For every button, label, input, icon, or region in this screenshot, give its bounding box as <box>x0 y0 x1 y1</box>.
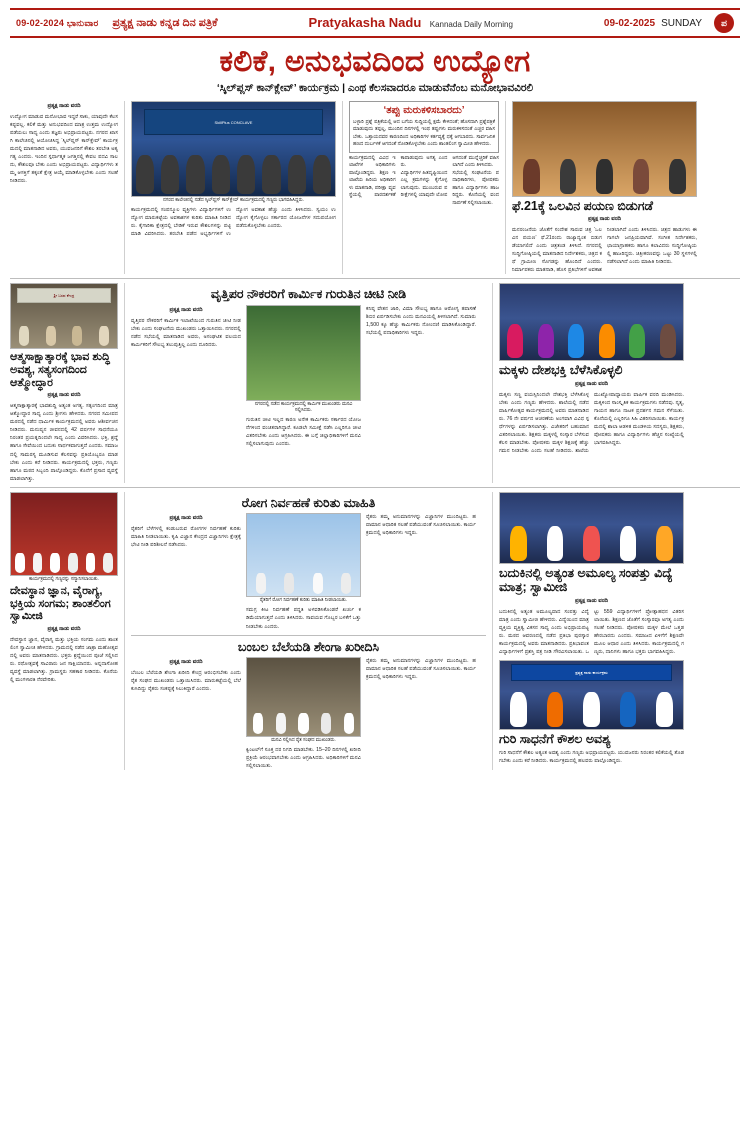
spiritual-story-column <box>10 283 118 483</box>
lead-photo <box>131 101 336 197</box>
masthead-right <box>604 13 734 33</box>
groundnut-photo-caption: ಮನವಿ ಸಲ್ಲಿಸಿದ ರೈತ ಸಂಘದ ಮುಖಂಡರು. <box>271 737 336 743</box>
masthead-kannada-title: ಪ್ರತ್ಯಕ್ಷ ನಾಡು ಕನ್ನಡ ದಿನ ಪತ್ರಿಕೆ <box>112 16 218 29</box>
skill-event-banner: ಪ್ರತ್ಯಕ್ಷ ನಾಡು ಕಾರ್ಯಕ್ರಮ <box>511 664 672 681</box>
spiritual-photo-people <box>11 326 117 348</box>
labour-col3: ಕನಿಷ್ಠ ವೇತನ ಜಾರಿ, ವಿಮಾ ಸೌಲಭ್ಯ ಹಾಗೂ ಆರೋಗ್ಯ ತಪಾಸಣೆ ಶಿಬಿರ ಏರ್ಪಡಿಸಬೇಕು ಎಂದು ಮನವಿಯಲ್ಲಿ ತಿಳಿಸಲಾಗಿದೆ. ಸುಮಾರು 1,500 ಕ್ಕೂ ಹೆಚ್ಚು ಕಾರ್ಮಿಕರು ನೋಂದಣಿ ಮಾಡಿಸಿಕೊಂಡಿದ್ದಾರೆ. ಸಭೆಯಲ್ಲಿ ಪದಾಧಿಕಾರಿಗಳು ಇದ್ದರು. <box>366 305 476 336</box>
lead-story-text: ಉದ್ಯೋಗ ಮಾಡುವ ಮನೋಭಾವ ಇದ್ದರೆ ಸಾಕು, ಯಾವುದೇ ಕೆಲಸ ಕಷ್ಟವಲ್ಲ. ಕಲಿಕೆ ಮತ್ತು ಅನುಭವದಿಂದ ಮಾತ್ರ ಉತ್ತಮ ಉದ್ಯೋಗ ಪಡೆಯಲು ಸಾಧ್ಯ ಎಂದು ತಜ್ಞರು ಅಭಿಪ್ರಾಯಪಟ್ಟರು. ನಗರದ ಖಾಸಗಿ ಕಾಲೇಜಿನಲ್ಲಿ ಆಯೋಜಿಸಿದ್ದ ‘ಸ್ಕಿಲ್‌ಪ್ಲಸ್ ಕಾನ್‌ಕ್ಲೇವ್’ ಕಾರ್ಯಕ್ರಮದಲ್ಲಿ ಮಾತನಾಡಿದ ಅವರು, ಯುವಜನರಿಗೆ ಕೌಶಲ ತರಬೇತಿ ಅತ್ಯಗತ್ಯ ಎಂದರು. ಇಂದಿನ ಸ್ಪರ್ಧಾತ್ಮಕ ಜಗತ್ತಿನಲ್ಲಿ ಕೇವಲ ಪದವಿ ಸಾಲದು, ಕೌಶಲವೂ ಬೇಕು ಎಂದು ಅಭಿಪ್ರಾಯಪಟ್ಟರು. ವಿದ್ಯಾರ್ಥಿಗಳು ತಮ್ಮ ಆಸಕ್ತಿಗೆ ತಕ್ಕಂತೆ ಕ್ಷೇತ್ರ ಆಯ್ಕೆ ಮಾಡಿಕೊಳ್ಳಬೇಕು ಎಂದು ಸಲಹೆ ನೀಡಿದರು. <box>10 113 118 184</box>
right-top-headline: ಫೆ.21ಕ್ಕೆ ಒಲವಿನ ಪಯಣ ಬಿಡುಗಡೆ <box>512 198 653 213</box>
right-top-dateline: ಪ್ರತ್ಯಕ್ಷ ನಾಡು ವರದಿ <box>587 215 622 222</box>
column-divider-3 <box>505 101 506 275</box>
lead-photo-column <box>131 101 336 238</box>
award-ceremony-photo <box>499 492 684 564</box>
patriotism-dateline: ಪ್ರತ್ಯಕ್ಷ ನಾಡು ವರದಿ <box>574 380 609 387</box>
lead-dateline: ಪ್ರತ್ಯಕ್ಷ ನಾಡು ವರದಿ <box>47 102 81 109</box>
middle-section <box>10 283 740 483</box>
masthead-left-date: 09-02-2024 ಭಾನುವಾರ <box>16 17 99 28</box>
labour-col1: ವೃತ್ತಿಪರ ನೌಕರರಿಗೆ ಕಾರ್ಮಿಕ ಇಲಾಖೆಯಿಂದ ಗುರುತಿನ ಚೀಟಿ ನೀಡಬೇಕು ಎಂದು ಸಂಘಟನೆಯ ಮುಖಂಡರು ಒತ್ತಾಯಿಸಿದರು. ನಗರದಲ್ಲಿ ನಡೆದ ಸಭೆಯಲ್ಲಿ ಮಾತನಾಡಿದ ಅವರು, ಅಸಂಘಟಿತ ವಲಯದ ಕಾರ್ಮಿಕರಿಗೆ ಸೌಲಭ್ಯ ತಲುಪುತ್ತಿಲ್ಲ ಎಂದು ದೂರಿದರು. <box>131 317 241 348</box>
right-top-text: ಮನರಂಜನೆಯ ಜೊತೆಗೆ ಸಂದೇಶ ಸಾರುವ ಚಿತ್ರ ‘ಒಲವಿನ ಪಯಣ’ ಫೆ.21ರಂದು ರಾಜ್ಯಾದ್ಯಂತ ಬಿಡುಗಡೆಯಾಗಲಿದೆ ಎಂದು ಚಿತ್ರತಂಡ ತಿಳಿಸಿದೆ. ನಗರದಲ್ಲಿ ಸುದ್ದಿಗೋಷ್ಠಿಯಲ್ಲಿ ಮಾತನಾಡಿದ ನಿರ್ದೇಶಕರು, ಚಿತ್ರದ ಕಥೆ ಗ್ರಾಮೀಣ ಸೊಗಡನ್ನು ಹೊಂದಿದೆ ಎಂದರು. ನಿರ್ಮಾಪಕರು ಮಾತನಾಡಿ, ಹೊಸ ಪ್ರತಿಭೆಗಳಿಗೆ ಅವಕಾಶ ನೀಡಲಾಗಿದೆ ಎಂದು ತಿಳಿಸಿದರು. ಚಿತ್ರದ ಹಾಡುಗಳು ಈಗಾಗಲೇ ಜನಪ್ರಿಯವಾಗಿವೆ. ಸಂಗೀತ ನಿರ್ದೇಶಕರು, ಛಾಯಾಗ್ರಾಹಕರು ಹಾಗೂ ಕಲಾವಿದರು ಸುದ್ದಿಗೋಷ್ಠಿಯಲ್ಲಿ ಹಾಜರಿದ್ದರು. ಚಿತ್ರೀಕರಣವನ್ನು ಒಟ್ಟು 30 ಸ್ಥಳಗಳಲ್ಲಿ ನಡೆಸಲಾಗಿದೆ ಎಂದು ಮಾಹಿತಿ ನೀಡಿದರು. <box>512 226 697 274</box>
labour-photo <box>246 305 361 401</box>
temple-event-photo <box>10 492 118 576</box>
column-divider-2 <box>342 101 343 275</box>
section-rule-2 <box>10 487 740 488</box>
masthead-right-date: 09-02-2025 <box>603 17 656 29</box>
masthead-day: SUNDAY <box>661 17 702 29</box>
boxed-story-col1: ಕಾರ್ಯಕ್ರಮದಲ್ಲಿ ವಿವಿಧ ಇಲಾಖೆಗಳ ಅಧಿಕಾರಿಗಳು ಪಾಲ್ಗೊಂಡಿದ್ದರು. ಶಿಕ್ಷಣ ಇಲಾಖೆಯ ಹಿರಿಯ ಅಧಿಕಾರಿಗಳು ಮಾತನಾಡಿ, ಪರೀಕ್ಷಾ ವ್ಯವಸ್ಥೆಯಲ್ಲಿ ಪಾರದರ್ಶಕತೆ ಕಾಪಾಡುವುದು ಅಗತ್ಯ ಎಂದರು. <box>349 154 448 198</box>
education-headline: ಬದುಕಿನಲ್ಲಿ ಅತ್ಯಂತ ಅಮೂಲ್ಯ ಸಂಪತ್ತು ವಿದ್ಯೆ ಮಾತ್ರ; ಸ್ವಾಮೀಜಿ <box>499 565 673 595</box>
photo-audience <box>132 155 335 195</box>
section-rule-1 <box>10 278 740 279</box>
labour-col2: ಗುರುತಿನ ಚೀಟಿ ಇಲ್ಲದ ಕಾರಣ ಅನೇಕ ಕಾರ್ಮಿಕರು ಸರ್ಕಾರದ ಯೋಜನೆಗಳಿಂದ ವಂಚಿತರಾಗಿದ್ದಾರೆ. ಕೂಡಲೇ ಸಮೀಕ್ಷೆ ನಡೆಸಿ ಎಲ್ಲರಿಗೂ ಚೀಟಿ ವಿತರಿಸಬೇಕು ಎಂದು ಆಗ್ರಹಿಸಿದರು. ಈ ಬಗ್ಗೆ ಜಿಲ್ಲಾಧಿಕಾರಿಗಳಿಗೆ ಮನವಿ ಸಲ್ಲಿಸಲಾಗುವುದು ಎಂದರು. <box>246 417 361 448</box>
lead-story-column <box>10 101 118 186</box>
spiritual-dateline: ಪ್ರತ್ಯಕ್ಷ ನಾಡು ವರದಿ <box>47 392 81 399</box>
masthead-english-title: Pratyakasha Nadu <box>308 15 422 30</box>
groundnut-col3: ರೈತರು ತಮ್ಮ ಅನುಮಾನಗಳನ್ನು ವಿಜ್ಞಾನಿಗಳ ಮುಂದಿಟ್ಟರು. ಹವಾಮಾನ ಆಧಾರಿತ ಸಲಹೆ ಪಡೆಯುವಂತೆ ಸೂಚಿಸಲಾಯಿತು. ಕಾರ್ಯಕ್ರಮದಲ್ಲಿ ಅಧಿಕಾರಿಗಳು ಇದ್ದರು. <box>366 657 476 681</box>
column-divider-6 <box>124 492 125 771</box>
lead-headline: ಕಲಿಕೆ, ಅನುಭವದಿಂದ ಉದ್ಯೋಗ <box>219 45 531 78</box>
boxed-story-column <box>349 101 499 208</box>
groundnut-headline: ಬಂಬಲ ಬೆಲೆಯಡಿ ಶೇಂಗಾ ಖರೀದಿಸಿ <box>237 639 380 654</box>
conclave-banner: SkillPlus CONCLAVE <box>144 109 323 135</box>
temple-story-column <box>10 492 118 685</box>
disease-dateline: ಪ್ರತ್ಯಕ್ಷ ನಾಡು ವರದಿ <box>169 515 203 522</box>
disease-col3: ರೈತರು ತಮ್ಮ ಅನುಮಾನಗಳನ್ನು ವಿಜ್ಞಾನಿಗಳ ಮುಂದಿಟ್ಟರು. ಹವಾಮಾನ ಆಧಾರಿತ ಸಲಹೆ ಪಡೆಯುವಂತೆ ಸೂಚಿಸಲಾಯಿತು. ಕಾರ್ಯಕ್ರಮದಲ್ಲಿ ಅಧಿಕಾರಿಗಳು ಇದ್ದರು. <box>366 514 476 537</box>
education-text: ಬದುಕಿನಲ್ಲಿ ಅತ್ಯಂತ ಅಮೂಲ್ಯವಾದ ಸಂಪತ್ತು ವಿದ್ಯೆ ಮಾತ್ರ ಎಂದು ಸ್ವಾಮೀಜಿ ಹೇಳಿದರು. ವಿದ್ಯೆಯಿಂದ ಮಾತ್ರ ವ್ಯಕ್ತಿಯ ವ್ಯಕ್ತಿತ್ವ ವಿಕಸನ ಸಾಧ್ಯ ಎಂದು ಅಭಿಪ್ರಾಯಪಟ್ಟರು. ಮಠದ ಆವರಣದಲ್ಲಿ ನಡೆದ ಪ್ರತಿಭಾ ಪುರಸ್ಕಾರ ಕಾರ್ಯಕ್ರಮದಲ್ಲಿ ಅವರು ಮಾತನಾಡಿದರು. ಪ್ರತಿಭಾವಂತ ವಿದ್ಯಾರ್ಥಿಗಳಿಗೆ ಪ್ರಶಸ್ತಿ ಪತ್ರ ನೀಡಿ ಗೌರವಿಸಲಾಯಿತು. ಒಟ್ಟು 559 ವಿದ್ಯಾರ್ಥಿಗಳಿಗೆ ಪ್ರೋತ್ಸಾಹಧನ ವಿತರಿಸಲಾಯಿತು. ಶಿಕ್ಷಣದ ಜೊತೆಗೆ ಸಂಸ್ಕಾರವೂ ಅಗತ್ಯ ಎಂದು ಸಲಹೆ ನೀಡಿದರು. ಪೋಷಕರು ಮಕ್ಕಳ ಮೇಲೆ ಒತ್ತಡ ಹೇರಬಾರದು ಎಂದರು. ಸಮಾಜದ ಏಳಿಗೆಗೆ ಶಿಕ್ಷಣವೇ ಮೂಲ ಆಧಾರ ಎಂದು ತಿಳಿಸಿದರು. ಕಾರ್ಯಕ್ರಮದಲ್ಲಿ ಗಣ್ಯರು, ದಾನಿಗಳು ಹಾಗೂ ಭಕ್ತರು ಭಾಗವಹಿಸಿದ್ದರು. <box>499 608 684 655</box>
masthead-english-subtitle: Kannada Daily Morning <box>429 20 513 29</box>
lower-section <box>10 492 740 771</box>
labour-dateline: ಪ್ರತ್ಯಕ್ಷ ನಾಡು ವರದಿ <box>169 306 203 313</box>
section-rule-3 <box>131 635 486 636</box>
boxed-story-col3: ಸಭೆಯಲ್ಲಿ ಸಂಘಟನೆಯ ಪದಾಧಿಕಾರಿಗಳು, ಪೋಷಕರು ಹಾಗೂ ವಿದ್ಯಾರ್ಥಿಗಳು ಹಾಜರಿದ್ದರು. ಕೊನೆಯಲ್ಲಿ ವಂದನಾರ್ಪಣೆ ಸಲ್ಲಿಸಲಾಯಿತು. <box>452 169 499 206</box>
temple-photo-caption: ಕಾರ್ಯಕ್ರಮದಲ್ಲಿ ಗಣ್ಯರನ್ನು ಸನ್ಮಾನಿಸಲಾಯಿತು. <box>29 576 99 582</box>
patriotism-story-column <box>499 283 684 455</box>
school-event-photo <box>499 283 684 361</box>
groundnut-col2: ಕ್ವಿಂಟಲ್‌ಗೆ ಸೂಕ್ತ ದರ ನಿಗದಿ ಮಾಡಬೇಕು. 15–20 ದಿನಗಳಲ್ಲಿ ಖರೀದಿ ಪ್ರಕ್ರಿಯೆ ಆರಂಭವಾಗಬೇಕು ಎಂದು ಆಗ್ರಹಿಸಿದರು. ಅಧಿಕಾರಿಗಳಿಗೆ ಮನವಿ ಸಲ್ಲಿಸಲಾಯಿತು. <box>246 747 361 770</box>
disease-col1: ರೈತರಿಗೆ ಬೆಳೆಗಳಲ್ಲಿ ಕಂಡುಬರುವ ರೋಗಗಳ ನಿರ್ವಹಣೆ ಕುರಿತು ಮಾಹಿತಿ ನೀಡಲಾಯಿತು. ಕೃಷಿ ವಿಜ್ಞಾನ ಕೇಂದ್ರದ ವಿಜ್ಞಾನಿಗಳು ಕ್ಷೇತ್ರಕ್ಕೆ ಭೇಟಿ ನೀಡಿ ಪರಿಶೀಲನೆ ನಡೆಸಿದರು. <box>131 526 241 549</box>
disease-photo-caption: ರೈತರಿಗೆ ರೋಗ ನಿರ್ವಹಣೆ ಕುರಿತು ಮಾಹಿತಿ ನೀಡಲಾಯಿತು. <box>259 598 348 604</box>
lead-photo-caption: ನಗರದ ಕಾಲೇಜಿನಲ್ಲಿ ನಡೆದ ಸ್ಕಿಲ್‌ಪ್ಲಸ್ ಕಾನ್‌ಕ್ಲೇವ್ ಕಾರ್ಯಕ್ರಮದಲ್ಲಿ ಗಣ್ಯರು ಭಾಗವಹಿಸಿದ್ದರು. <box>163 197 304 203</box>
temple-text: ದೇವಸ್ಥಾನ ಜ್ಞಾನ, ವೈರಾಗ್ಯ ಮತ್ತು ಭಕ್ತಿಯ ಸಂಗಮ ಎಂದು ಶಾಂತಲಿಂಗ ಸ್ವಾಮೀಜಿ ಹೇಳಿದರು. ಗ್ರಾಮದಲ್ಲಿ ನಡೆದ ಜಾತ್ರಾ ಮಹೋತ್ಸವದಲ್ಲಿ ಅವರು ಮಾತನಾಡಿದರು. ಭಕ್ತರು ಶ್ರದ್ಧೆಯಿಂದ ಪೂಜೆ ಸಲ್ಲಿಸಿದರು. ರಥೋತ್ಸವಕ್ಕೆ ಸಾವಿರಾರು ಜನ ಸಾಕ್ಷಿಯಾದರು. ಅನ್ನದಾಸೋಹ ವ್ಯವಸ್ಥೆ ಮಾಡಲಾಗಿತ್ತು. ಗ್ರಾಮಸ್ಥರು ಸಹಕಾರ ನೀಡಿದರು. ಕೊನೆಯಲ್ಲಿ ಮಂಗಳಾರತಿ ನೆರವೇರಿತು. <box>10 636 118 684</box>
education-dateline: ಪ್ರತ್ಯಕ್ಷ ನಾಡು ವರದಿ <box>574 597 609 604</box>
labour-photo-caption: ನಗರದಲ್ಲಿ ನಡೆದ ಕಾರ್ಯಕ್ರಮದಲ್ಲಿ ಕಾರ್ಮಿಕ ಮುಖಂಡರು ಮನವಿ ಸಲ್ಲಿಸಿದರು. <box>254 401 353 413</box>
temple-dateline: ಪ್ರತ್ಯಕ್ಷ ನಾಡು ವರದಿ <box>47 625 81 632</box>
patriotism-headline: ಮಕ್ಕಳು ದೇಶಭಕ್ತಿ ಬೆಳೆಸಿಕೊಳ್ಳಲಿ <box>499 363 623 378</box>
boxed-story <box>349 101 499 153</box>
temple-headline: ದೇವಸ್ಥಾನ ಜ್ಞಾನ, ವೈರಾಗ್ಯ, ಭಕ್ತಿಯ ಸಂಗಮ; ಶಾಂತಲಿಂಗ ಸ್ವಾಮೀಜಿ <box>10 585 111 623</box>
top-section <box>10 101 740 275</box>
column-divider-5 <box>492 283 493 483</box>
movie-photo-people <box>513 159 696 196</box>
column-divider-4 <box>124 283 125 483</box>
right-top-column <box>512 101 697 275</box>
school-photo-people <box>500 324 683 361</box>
temple-photo-people <box>11 553 117 575</box>
boxed-story-title: ‘ತಪ್ಪು ಮರುಕಳಿಸಬಾರದು’ <box>383 104 465 116</box>
education-column <box>499 492 684 766</box>
labour-story-column <box>131 283 486 448</box>
masthead-center <box>218 14 604 32</box>
lead-secondary-text: ಕಾರ್ಯಕ್ರಮದಲ್ಲಿ ಸಂಪನ್ಮೂಲ ವ್ಯಕ್ತಿಗಳು ವಿದ್ಯಾರ್ಥಿಗಳಿಗೆ ಉದ್ಯೋಗ ಮಾರುಕಟ್ಟೆಯ ಅವಕಾಶಗಳ ಕುರಿತು ಮಾಹಿತಿ ನೀಡಿದರು. ಕೈಗಾರಿಕಾ ಕ್ಷೇತ್ರದಲ್ಲಿ ಬೇಡಿಕೆ ಇರುವ ಕೌಶಲಗಳನ್ನು ಪಟ್ಟಿ ಮಾಡಿ ವಿವರಿಸಿದರು. ತರಬೇತಿ ಪಡೆದ ಅಭ್ಯರ್ಥಿಗಳಿಗೆ ಉದ್ಯೋಗ ಅವಕಾಶ ಹೆಚ್ಚು ಎಂದು ತಿಳಿಸಿದರು. ಸ್ವಯಂ ಉದ್ಯೋಗ ಕೈಗೊಳ್ಳಲು ಸರ್ಕಾರದ ಯೋಜನೆಗಳ ಸದುಪಯೋಗ ಪಡೆದುಕೊಳ್ಳಬೇಕು ಎಂದರು. <box>131 206 336 237</box>
skill-text: ಗುರಿ ಸಾಧನೆಗೆ ಕೌಶಲ ಅತ್ಯಂತ ಅವಶ್ಯ ಎಂದು ಗಣ್ಯರು ಅಭಿಪ್ರಾಯಪಟ್ಟರು. ಯುವಜನರು ನಿರಂತರ ಕಲಿಕೆಯಲ್ಲಿ ತೊಡಗಬೇಕು ಎಂದು ಕರೆ ನೀಡಿದರು. ಕಾರ್ಯಕ್ರಮದಲ್ಲಿ ಹಲವರು ಪಾಲ್ಗೊಂಡಿದ್ದರು. <box>499 750 684 765</box>
disease-photo-people <box>247 573 360 596</box>
groundnut-photo <box>246 657 361 737</box>
disease-col2: ಸಮಗ್ರ ಕೀಟ ನಿರ್ವಹಣೆ ಪದ್ಧತಿ ಅಳವಡಿಸಿಕೊಂಡರೆ ಖರ್ಚು ಕಡಿಮೆಯಾಗುತ್ತದೆ ಎಂದು ತಿಳಿಸಿದರು. ಸಾವಯವ ಗೊಬ್ಬರ ಬಳಕೆಗೆ ಒತ್ತು ನೀಡಬೇಕು ಎಂದರು. <box>246 607 361 630</box>
column-divider <box>124 101 125 275</box>
boxed-story-lead: ಬಳ್ಳಾರಿ ಪ್ರಶ್ನೆ ಪತ್ರಿಕೆಯಲ್ಲಿ ಆದ ಬಗೆಯ ಸುದ್ದಿಯಲ್ಲಿ ಕ್ಷಮೆ ಕೇಳಿದಂತೆ; ಹೊಸದಾಗಿ ಪ್ರಶ್ನೆಪತ್ರಿಕೆ ಮಾಡುವುದು ತಪ್ಪಲ್ಲ, ಮುಂದಿನ ದಿನಗಳಲ್ಲಿ ಇಂಥ ತಪ್ಪುಗಳು ಮರುಕಳಿಸದಂತೆ ಎಚ್ಚರ ವಹಿಸಬೇಕು. ಒತ್ತಾಯದವರ ಕಾರಣದಿಂದ ಅಧಿಕಾರಿಗಳ ಕರ್ತವ್ಯಕ್ಕೆ ಧಕ್ಕೆ ಆಗಬಾರದು. ಸಾರ್ವಜನಿಕ ಹಣದ ದುರ್ಬಳಕೆ ಆಗದಂತೆ ನೋಡಿಕೊಳ್ಳಬೇಕು ಎಂದು ಶಾಂತಲಿಂಗ ಸ್ವಾಮೀಜಿ ಹೇಳಿದರು. <box>353 118 495 147</box>
groundnut-photo-people <box>247 713 360 736</box>
publication-logo-icon: ಪ <box>714 13 734 33</box>
boxed-story-col2: ವಿದ್ಯಾರ್ಥಿಗಳ ಹಿತದೃಷ್ಟಿಯಿಂದ ಎಲ್ಲ ಕ್ರಮಗಳನ್ನು ಕೈಗೊಳ್ಳಲಾಗುವುದು. ಮುಂಬರುವ ಪರೀಕ್ಷೆಗಳಲ್ಲಿ ಯಾವುದೇ ಲೋಪ ಆಗದಂತೆ ಮುನ್ನೆಚ್ಚರಿಕೆ ವಹಿಸಲಾಗಿದೆ ಎಂದು ತಿಳಿಸಿದರು. <box>400 154 499 198</box>
agriculture-column <box>131 492 486 771</box>
masthead <box>10 8 740 38</box>
patriotism-text: ಮಕ್ಕಳು ಸಣ್ಣ ವಯಸ್ಸಿನಿಂದಲೇ ದೇಶಭಕ್ತಿ ಬೆಳೆಸಿಕೊಳ್ಳಬೇಕು ಎಂದು ಗಣ್ಯರು ಹೇಳಿದರು. ಶಾಲೆಯಲ್ಲಿ ನಡೆದ ವಾರ್ಷಿಕೋತ್ಸವ ಕಾರ್ಯಕ್ರಮದಲ್ಲಿ ಅವರು ಮಾತನಾಡಿದರು. 76 ನೇ ವರ್ಷದ ಆಚರಣೆಯ ಅಂಗವಾಗಿ ವಿವಿಧ ಸ್ಪರ್ಧೆಗಳನ್ನು ಏರ್ಪಡಿಸಲಾಗಿತ್ತು. ವಿಜೇತರಿಗೆ ಬಹುಮಾನ ವಿತರಿಸಲಾಯಿತು. ಶಿಕ್ಷಕರು ಮಕ್ಕಳಲ್ಲಿ ಸಂಸ್ಕಾರ ಬೆಳೆಸುವ ಕೆಲಸ ಮಾಡಬೇಕು. ಪೋಷಕರು ಮಕ್ಕಳ ಶಿಕ್ಷಣಕ್ಕೆ ಹೆಚ್ಚು ಗಮನ ನೀಡಬೇಕು ಎಂದು ಸಲಹೆ ನೀಡಿದರು. ಶಾಲೆಯ ಮುಖ್ಯೋಪಾಧ್ಯಾಯರು ವಾರ್ಷಿಕ ವರದಿ ಮಂಡಿಸಿದರು. ಮಕ್ಕಳಿಂದ ಸಾಂಸ್ಕೃತಿಕ ಕಾರ್ಯಕ್ರಮಗಳು ನಡೆದವು. ನೃತ್ಯ, ಗಾಯನ ಹಾಗೂ ನಾಟಕ ಪ್ರದರ್ಶನ ಗಮನ ಸೆಳೆಯಿತು. ಕೊನೆಯಲ್ಲಿ ಎಲ್ಲರಿಗೂ ಸಿಹಿ ವಿತರಿಸಲಾಯಿತು. ಕಾರ್ಯಕ್ರಮದಲ್ಲಿ ಶಾಲಾ ಆಡಳಿತ ಮಂಡಳಿಯ ಸದಸ್ಯರು, ಶಿಕ್ಷಕರು, ಪೋಷಕರು ಹಾಗೂ ವಿದ್ಯಾರ್ಥಿಗಳು ಹೆಚ್ಚಿನ ಸಂಖ್ಯೆಯಲ್ಲಿ ಭಾಗವಹಿಸಿದ್ದರು. <box>499 391 684 455</box>
award-photo-people <box>500 526 683 563</box>
skill-photo-people <box>500 692 683 729</box>
disease-headline: ರೋಗ ನಿರ್ವಹಣೆ ಕುರಿತು ಮಾಹಿತಿ <box>241 495 376 510</box>
spiritual-photo: ಶ್ರೀ ಬಸವ ಕೇಂದ್ರ <box>10 283 118 349</box>
column-divider-7 <box>492 492 493 771</box>
labour-headline: ವೃತ್ತಿಪರ ನೌಕರರಿಗೆ ಕಾರ್ಮಿಕ ಗುರುತಿನ ಚೀಟಿ ನೀಡಿ <box>210 287 407 302</box>
lead-subheadline: ‘ಸ್ಕಿಲ್‌ಪ್ಲಸ್‌ ಕಾನ್‌ಕ್ಲೇವ್’ ಕಾರ್ಯಕ್ರಮ | ಎಂಥ ಕೆಲಸವಾದರೂ ಮಾಡುವೆನೆಂಬ ಮನೋಭಾವವಿರಲಿ <box>216 81 534 94</box>
skill-headline: ಗುರಿ ಸಾಧನೆಗೆ ಕೌಶಲ ಅವಶ್ಯ <box>499 731 611 746</box>
skill-event-photo <box>499 660 684 730</box>
disease-photo <box>246 513 361 597</box>
groundnut-dateline: ಪ್ರತ್ಯಕ್ಷ ನಾಡು ವರದಿ <box>169 658 203 665</box>
spiritual-headline: ಆತ್ಮಸಾಕ್ಷಾತ್ಕಾರಕ್ಕೆ ಭಾವ ಶುದ್ಧಿ ಅವಶ್ಯ, ಸತ್ಯಸಂಗದಿಂದ ಆತ್ಮೋದ್ಧಾರ <box>10 351 110 389</box>
groundnut-col1: ಬೆಂಬಲ ಬೆಲೆಯಡಿ ಶೇಂಗಾ ಖರೀದಿ ಕೇಂದ್ರ ಆರಂಭಿಸಬೇಕು ಎಂದು ರೈತ ಸಂಘದ ಮುಖಂಡರು ಒತ್ತಾಯಿಸಿದರು. ಮಾರುಕಟ್ಟೆಯಲ್ಲಿ ಬೆಲೆ ಕುಸಿದಿದ್ದು ರೈತರು ಸಂಕಷ್ಟಕ್ಕೆ ಸಿಲುಕಿದ್ದಾರೆ ಎಂದರು. <box>131 669 241 693</box>
movie-launch-photo <box>512 101 697 197</box>
spiritual-text: ಆತ್ಮಸಾಕ್ಷಾತ್ಕಾರಕ್ಕೆ ಭಾವಶುದ್ಧಿ ಅತ್ಯಂತ ಅಗತ್ಯ. ಸತ್ಸಂಗದಿಂದ ಮಾತ್ರ ಆತ್ಮೋದ್ಧಾರ ಸಾಧ್ಯ ಎಂದು ಶ್ರೀಗಳು ಹೇಳಿದರು. ನಗರದ ಸಮೀಪದ ಮಠದಲ್ಲಿ ನಡೆದ ಧಾರ್ಮಿಕ ಕಾರ್ಯಕ್ರಮದಲ್ಲಿ ಅವರು ಆಶೀರ್ವಚನ ನೀಡಿದರು. ಮನುಷ್ಯನ ಜೀವನದಲ್ಲಿ 42 ವರ್ಷಗಳ ಸಾಧನೆಯೂ ನಿರಂತರ ಪ್ರಯತ್ನದಿಂದಲೇ ಸಾಧ್ಯ ಎಂದು ವಿವರಿಸಿದರು. ಭಕ್ತಿ, ಶ್ರದ್ಧೆ ಹಾಗೂ ಸೇವೆಯಿಂದ ಬದುಕು ಸಾರ್ಥಕವಾಗುತ್ತದೆ ಎಂದರು. ಸಮಾಜದಲ್ಲಿ ಸಾಮರಸ್ಯ ಮೂಡಿಸುವ ಕೆಲಸವನ್ನು ಪ್ರತಿಯೊಬ್ಬರೂ ಮಾಡಬೇಕು ಎಂದು ಕರೆ ನೀಡಿದರು. ಕಾರ್ಯಕ್ರಮದಲ್ಲಿ ಭಕ್ತರು, ಗಣ್ಯರು ಹಾಗೂ ಮಠದ ಸಿಬ್ಬಂದಿ ಪಾಲ್ಗೊಂಡಿದ್ದರು. ಕೊನೆಗೆ ಪ್ರಸಾದ ವ್ಯವಸ್ಥೆ ಮಾಡಲಾಗಿತ್ತು. <box>10 403 118 482</box>
